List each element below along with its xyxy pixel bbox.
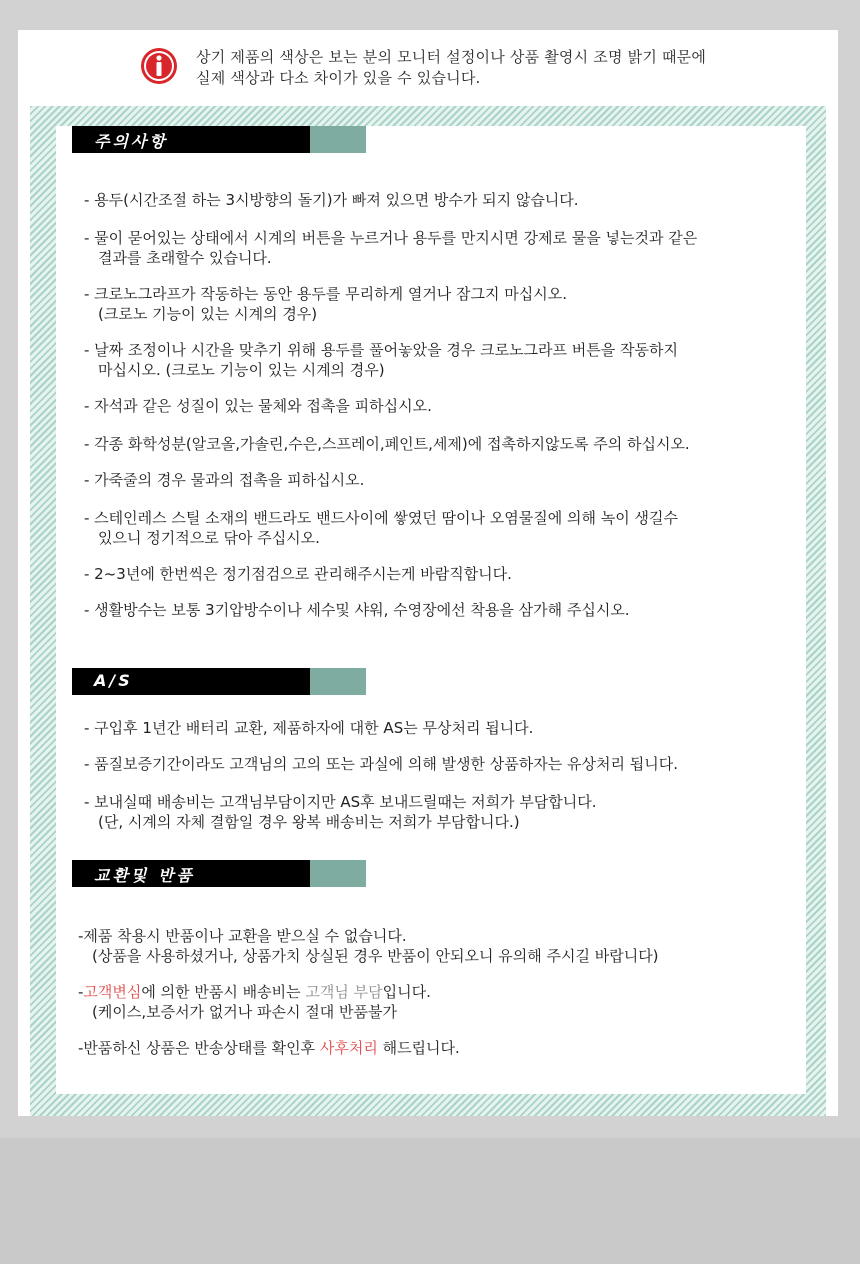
list-item: - 스테인레스 스틸 소재의 밴드라도 밴드사이에 쌓였던 땀이나 오염물질에 의해 녹이 생길수 있으니 정기적으로 닦아 주십시오.: [84, 509, 678, 547]
section-bar-accent: [310, 126, 366, 153]
color-notice: [18, 30, 838, 102]
highlight-text: 사후처리: [319, 1039, 378, 1057]
list-item: - 날짜 조정이나 시간을 맞추기 위해 용두를 풀어놓았을 경우 크로노그라프 버튼을 작동하지 마십시오. (크로노 기능이 있는 시계의 경우): [84, 341, 678, 379]
section-header-returns: [72, 860, 366, 887]
list-item: - 구입후 1년간 배터리 교환, 제품하자에 대한 AS는 무상처리 됩니다.: [84, 719, 534, 737]
list-item: - 용두(시간조절 하는 3시방향의 돌기)가 빠져 있으면 방수가 되지 않습니다.: [84, 191, 579, 209]
section-bar-accent: [310, 668, 366, 695]
section-header-caution: [72, 126, 366, 153]
content-panel: [56, 126, 806, 1094]
list-item: - 가죽줄의 경우 물과의 접촉을 피하십시오.: [84, 471, 365, 489]
notice-page: [18, 30, 838, 1116]
section-bar-accent: [310, 860, 366, 887]
notice-text: [196, 47, 706, 89]
list-item: - 자석과 같은 성질이 있는 물체와 접촉을 피하십시오.: [84, 397, 432, 415]
list-item: -고객변심에 의한 반품시 배송비는 고객님 부담입니다. (케이스,보증서가 없거나 파손시 절대 반품불가: [78, 983, 431, 1021]
section-header-as: [72, 668, 366, 695]
list-item: - 물이 묻어있는 상태에서 시계의 버튼을 누르거나 용두를 만지시면 강제로 물을 넣는것과 같은 결과를 초래할수 있습니다.: [84, 229, 698, 267]
list-item: - 2~3년에 한번씩은 정기점검으로 관리해주시는게 바람직합니다.: [84, 565, 512, 583]
list-item: - 보내실때 배송비는 고객님부담이지만 AS후 보내드릴때는 저희가 부담합니다. (단, 시계의 자체 결함일 경우 왕복 배송비는 저희가 부담합니다.): [84, 793, 597, 831]
list-item: -제품 착용시 반품이나 교환을 받으실 수 없습니다. (상품을 사용하셨거나, 상품가치 상실된 경우 반품이 안되오니 유의해 주시길 바랍니다): [78, 927, 659, 965]
bottom-background: [0, 1138, 860, 1264]
list-item: - 생활방수는 보통 3기압방수이나 세수및 샤워, 수영장에선 착용을 삼가해 주십시오.: [84, 601, 630, 619]
list-item: - 크로노그라프가 작동하는 동안 용두를 무리하게 열거나 잠그지 마십시오. (크로노 기능이 있는 시계의 경우): [84, 285, 568, 323]
list-item: -반품하신 상품은 반송상태를 확인후 사후처리 해드립니다.: [78, 1039, 460, 1057]
list-item: - 품질보증기간이라도 고객님의 고의 또는 과실에 의해 발생한 상품하자는 유상처리 됩니다.: [84, 755, 678, 773]
highlight-text: 고객변심: [83, 983, 142, 1001]
section-title: 주의사항: [94, 132, 168, 151]
info-icon: [140, 47, 178, 85]
notice-line-1: 상기 제품의 색상은 보는 분의 모니터 설정이나 상품 촬영시 조명 밝기 때문에: [196, 48, 707, 66]
notice-line-2: 실제 색상과 다소 차이가 있을 수 있습니다.: [196, 69, 481, 87]
highlight-text: 고객님 부담: [305, 983, 383, 1001]
section-title: A/S: [94, 671, 133, 690]
list-item: - 각종 화학성분(알코올,가솔린,수은,스프레이,페인트,세제)에 접촉하지않도록 주의 하십시오.: [84, 435, 690, 453]
section-title: 교환및 반품: [94, 866, 195, 885]
